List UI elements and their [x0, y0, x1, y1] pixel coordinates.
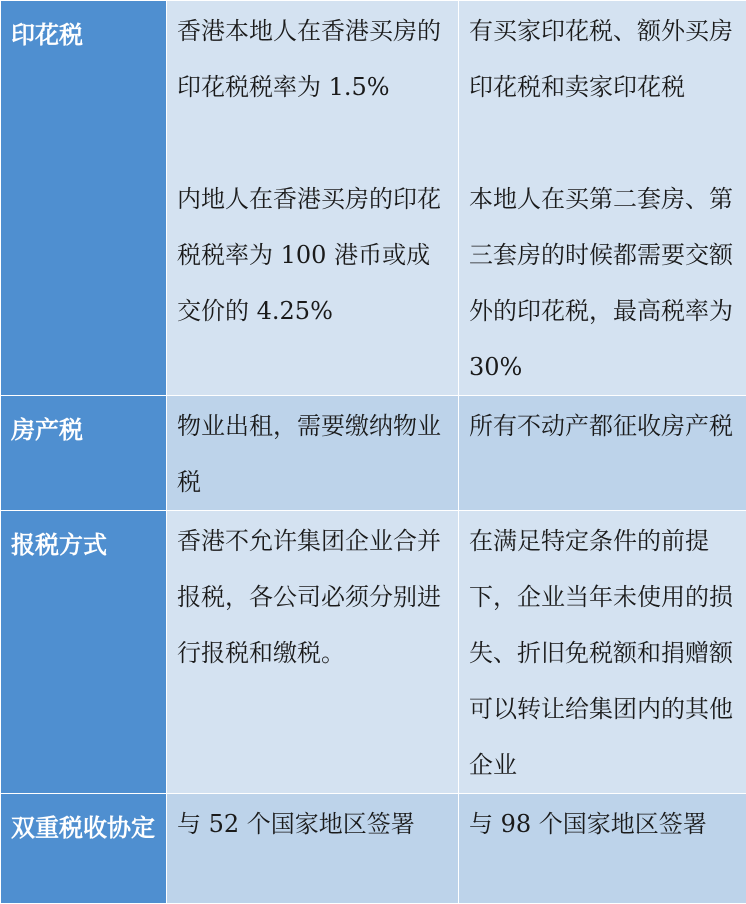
cell-text: 内地人在香港买房的印花税税率为 100 港币或成交价的 4.25% — [177, 171, 448, 339]
cn-cell-stamp-duty — [459, 1, 746, 396]
table-row-stamp-duty — [1, 1, 746, 396]
cn-cell-filing-method — [459, 511, 746, 794]
row-label-property-tax: 房产税 — [1, 396, 167, 511]
hk-cell-property-tax — [167, 396, 459, 511]
table-row-property-tax — [1, 396, 746, 511]
hk-cell-double-tax-treaty — [167, 794, 459, 904]
row-label-double-tax-treaty: 双重税收协定 — [1, 794, 167, 904]
cn-cell-property-tax — [459, 396, 746, 511]
cell-text: 有买家印花税、额外买房印花税和卖家印花税 — [469, 3, 736, 115]
cn-cell-double-tax-treaty — [459, 794, 746, 904]
hk-cell-stamp-duty — [167, 1, 459, 396]
cell-text: 在满足特定条件的前提下，企业当年未使用的损失、折旧免税额和捐赠额可以转让给集团内的其他企业 — [469, 513, 736, 793]
row-label-stamp-duty: 印花税 — [1, 1, 167, 396]
cell-text: 所有不动产都征收房产税 — [469, 398, 736, 454]
cell-text: 香港本地人在香港买房的印花税税率为 1.5% — [177, 3, 448, 115]
cell-text: 香港不允许集团企业合并报税，各公司必须分别进行报税和缴税。 — [177, 513, 448, 681]
row-label-filing-method: 报税方式 — [1, 511, 167, 794]
cell-text: 物业出租，需要缴纳物业税 — [177, 398, 448, 510]
cell-text: 与 52 个国家地区签署 — [177, 796, 448, 852]
hk-cell-filing-method — [167, 511, 459, 794]
cell-text: 本地人在买第二套房、第三套房的时候都需要交额外的印花税，最高税率为 30% — [469, 171, 736, 395]
table-row-filing-method — [1, 511, 746, 794]
table-row-double-tax-treaty — [1, 794, 746, 904]
cell-text: 与 98 个国家地区签署 — [469, 796, 736, 852]
